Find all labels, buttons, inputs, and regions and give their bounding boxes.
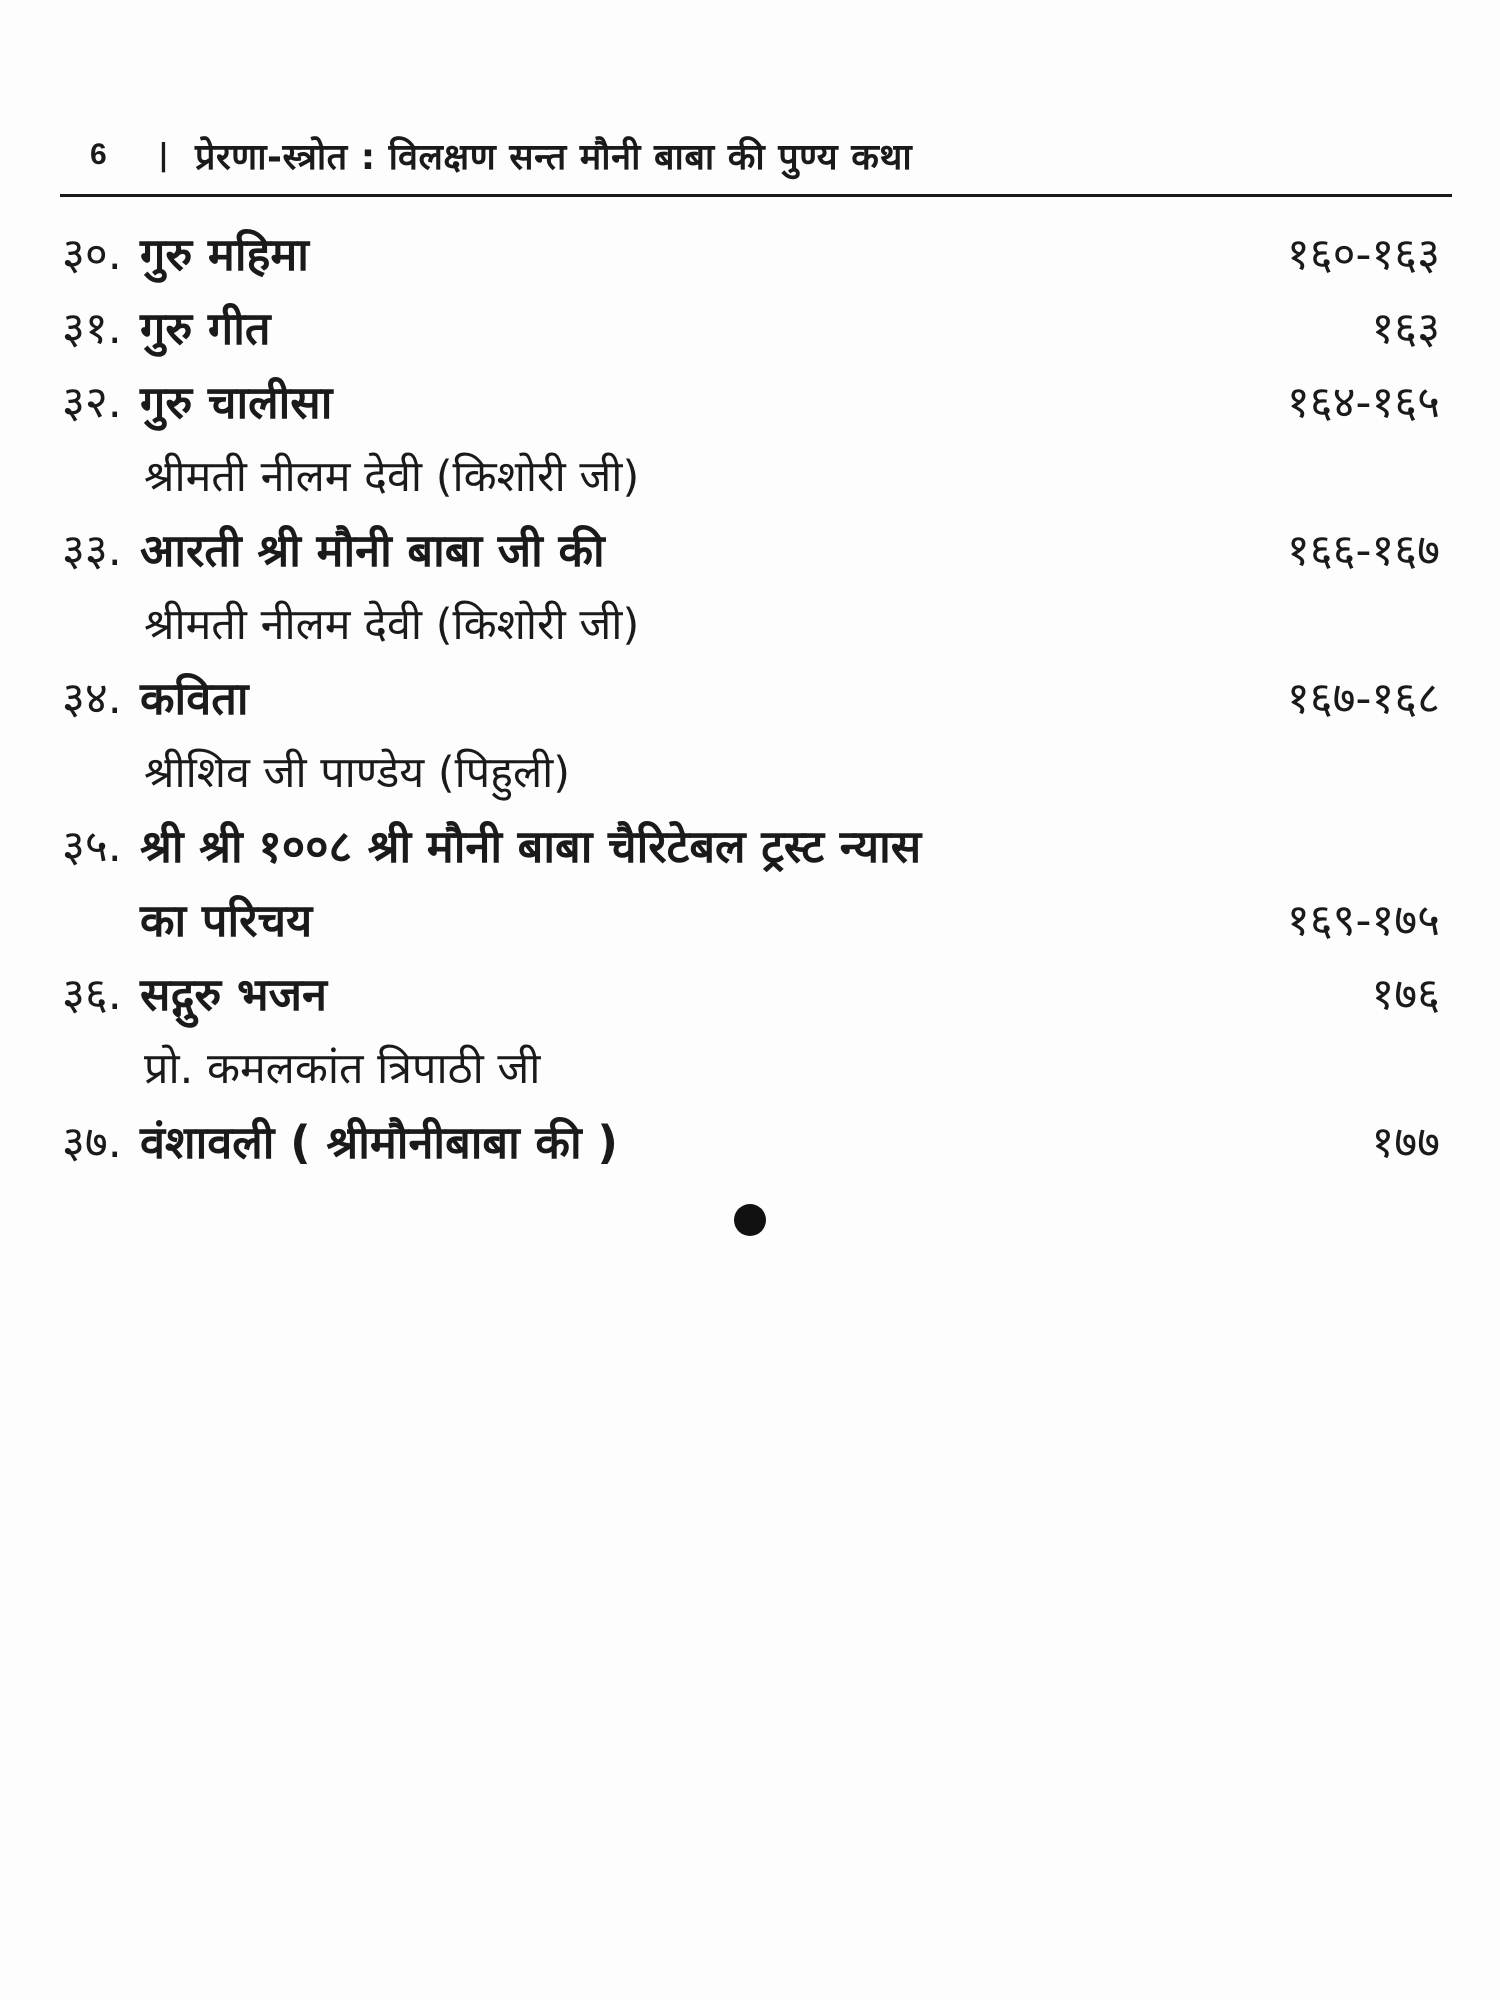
toc-entry <box>62 518 1452 592</box>
toc-entry-author-row <box>62 444 1452 518</box>
toc-entry <box>62 962 1452 1036</box>
entry-pages: १६९-१७५ <box>1286 895 1440 946</box>
entry-title: सद्गुरु भजन <box>140 968 327 1021</box>
entry-author: श्रीमती नीलम देवी (किशोरी जी) <box>144 600 640 650</box>
toc-entry <box>62 666 1452 740</box>
toc-entry <box>62 296 1452 370</box>
entry-title: गुरु चालीसा <box>140 376 333 429</box>
running-head <box>62 120 1452 190</box>
entry-pages: १६३ <box>1371 303 1440 354</box>
entry-number: ३५. <box>62 821 122 872</box>
entry-pages: १६६-१६७ <box>1286 525 1440 576</box>
entry-pages: १७७ <box>1371 1117 1440 1168</box>
entry-title: श्री श्री १००८ श्री मौनी बाबा चैरिटेबल ट्रस्ट न्यास <box>140 820 922 873</box>
page-number: 6 <box>90 138 107 171</box>
entry-pages: १६७-१६८ <box>1286 673 1440 724</box>
entry-title-continuation: का परिचय <box>140 894 313 947</box>
toc-entry <box>62 814 1452 888</box>
entry-title: गुरु महिमा <box>140 228 309 281</box>
entry-author: श्रीशिव जी पाण्डेय (पिहुली) <box>144 748 571 798</box>
entry-number: ३७. <box>62 1117 122 1168</box>
table-of-contents <box>62 222 1452 1184</box>
entry-number: ३०. <box>62 229 122 280</box>
entry-number: ३६. <box>62 969 122 1020</box>
entry-number: ३३. <box>62 525 122 576</box>
entry-author: प्रो. कमलकांत त्रिपाठी जी <box>144 1044 541 1094</box>
toc-entry-author-row <box>62 740 1452 814</box>
entry-title: वंशावली ( श्रीमौनीबाबा की ) <box>140 1116 618 1169</box>
entry-pages: १६०-१६३ <box>1286 229 1440 280</box>
book-title: प्रेरणा-स्त्रोत : विलक्षण सन्त मौनी बाबा की पुण्य कथा <box>194 136 913 178</box>
entry-author: श्रीमती नीलम देवी (किशोरी जी) <box>144 452 640 502</box>
toc-entry <box>62 370 1452 444</box>
entry-pages: १६४-१६५ <box>1286 377 1440 428</box>
entry-number: ३४. <box>62 673 122 724</box>
toc-entry-author-row <box>62 1036 1452 1110</box>
header-rule <box>60 194 1452 197</box>
end-bullet-icon <box>734 1204 766 1236</box>
toc-entry-continuation <box>62 888 1452 962</box>
toc-entry <box>62 222 1452 296</box>
entry-number: ३१. <box>62 303 122 354</box>
entry-pages: १७६ <box>1371 969 1440 1020</box>
toc-entry <box>62 1110 1452 1184</box>
toc-entry-author-row <box>62 592 1452 666</box>
entry-number: ३२. <box>62 377 122 428</box>
header-separator: | <box>158 137 169 173</box>
entry-title: आरती श्री मौनी बाबा जी की <box>140 524 605 577</box>
entry-title: कविता <box>140 672 249 725</box>
entry-title: गुरु गीत <box>140 302 271 355</box>
